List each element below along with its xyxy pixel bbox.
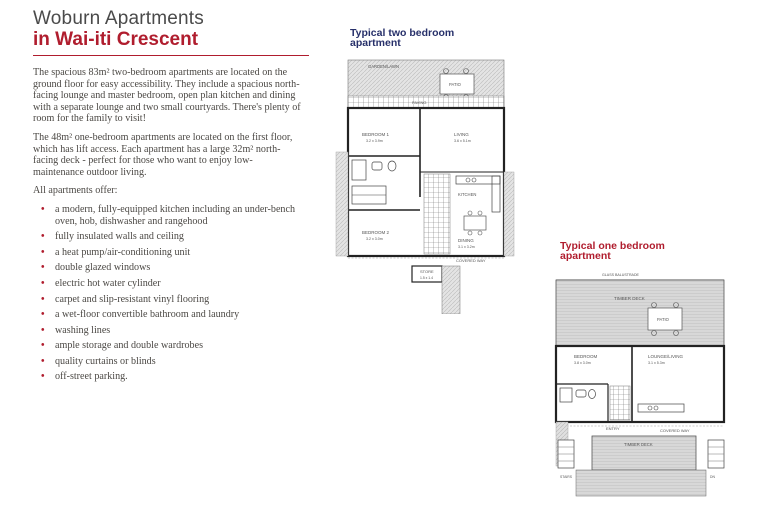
two-bedroom-floor-plan — [328, 52, 538, 314]
bullet-icon: • — [41, 277, 45, 289]
page-title: Woburn Apartments — [33, 8, 204, 29]
ramp — [442, 266, 460, 314]
dining-size: 3.1 x 3.2m — [458, 245, 475, 249]
bullet-icon: • — [41, 371, 45, 383]
patio-label: PATIO — [657, 317, 669, 322]
bullet-icon: • — [41, 309, 45, 321]
timber-deck-lower-label: TIMBER DECK — [624, 442, 653, 447]
covered-way-label: COVERED WAY — [660, 428, 690, 433]
hallway-tiles — [610, 386, 630, 420]
entry-label: ENTRY — [606, 426, 620, 431]
lounge-label: LOUNGE/LIVING — [648, 354, 684, 359]
paragraph-two-bedroom: The spacious 83m² two-bedroom apartments are located on the ground floor for easy accessibility. They include a spacious north-facing lounge and master bedroom, open plan kitchen and dining with a separate lounge and two small courtyards. There's plenty of room for the family to visit! — [33, 67, 301, 125]
bullet-icon: • — [41, 324, 45, 336]
bedroom2-label: BEDROOM 2 — [362, 230, 390, 235]
dining-table-icon — [464, 216, 486, 230]
store-size: 1.5 x 1.4 — [420, 276, 434, 280]
lounge-size: 3.1 x 5.3m — [648, 361, 665, 365]
store-label: STORE — [420, 269, 434, 274]
stairs-label: STAIRS — [560, 475, 572, 479]
bullet-icon: • — [41, 246, 45, 258]
feature-item: • double glazed windows — [41, 262, 151, 274]
feature-item: • electric hot water cylinder — [41, 277, 161, 289]
description-column — [33, 67, 303, 387]
page-subtitle: in Wai-iti Crescent — [33, 29, 199, 50]
feature-item: • a heat pump/air-conditioning unit — [41, 246, 191, 258]
timber-deck-upper — [556, 280, 724, 346]
paving-label: PAVING — [412, 100, 427, 105]
living-size: 3.6 x 5.1m — [454, 139, 471, 143]
features-intro: All apartments offer: — [33, 185, 118, 197]
timber-deck-label: TIMBER DECK — [614, 296, 645, 301]
garden-label: GARDEN/LAWN — [368, 64, 400, 69]
paragraph-one-bedroom: The 48m² one-bedroom apartments are located on the first floor, which has lift access. Each apartment has a large 32m² north-facing deck - perfect for those who want to enjoy low-maintenance outdoor living. — [33, 131, 293, 178]
title-divider — [33, 55, 309, 56]
patio-label: PATIO — [449, 82, 461, 87]
features-list — [33, 204, 303, 383]
bedroom-size: 3.8 x 3.0m — [574, 361, 591, 365]
bullet-icon: • — [41, 231, 45, 243]
glass-balustrade-label: GLASS BALUSTRADE — [602, 273, 639, 277]
kitchen-label: KITCHEN — [458, 192, 477, 197]
feature-item: • a modern, fully-equipped kitchen including an under-bench oven, hob, dishwasher and rangehood — [41, 203, 296, 227]
feature-item: • ample storage and double wardrobes — [41, 340, 203, 352]
bullet-icon: • — [41, 340, 45, 352]
bedroom1-label: BEDROOM 1 — [362, 132, 390, 137]
feature-item: • washing lines — [41, 324, 111, 336]
bullet-icon: • — [41, 262, 45, 274]
two-bedroom-plan-title: Typical two bedroom apartment — [350, 27, 455, 49]
one-bedroom-floor-plan — [548, 264, 736, 502]
bedroom-label: BEDROOM — [574, 354, 598, 359]
feature-item: • off-street parking. — [41, 371, 128, 383]
feature-item: • quality curtains or blinds — [41, 355, 156, 367]
down-label: DN — [710, 475, 715, 479]
living-label: LIVING — [454, 132, 469, 137]
bedroom2-size: 3.2 x 3.0m — [366, 237, 383, 241]
hallway-tiles — [424, 174, 450, 254]
dining-label: DINING — [458, 238, 474, 243]
bullet-icon: • — [41, 293, 45, 305]
feature-item: • carpet and slip-resistant vinyl flooring — [41, 293, 210, 305]
bullet-icon: • — [41, 355, 45, 367]
feature-item: • a wet-floor convertible bathroom and laundry — [41, 309, 240, 321]
feature-item: • fully insulated walls and ceiling — [41, 231, 184, 243]
bullet-icon: • — [41, 203, 45, 215]
one-bedroom-plan-title: Typical one bedroom apartment — [560, 240, 665, 262]
covered-way-label: COVERED WAY — [456, 258, 486, 263]
bedroom1-size: 3.2 x 3.9m — [366, 139, 383, 143]
